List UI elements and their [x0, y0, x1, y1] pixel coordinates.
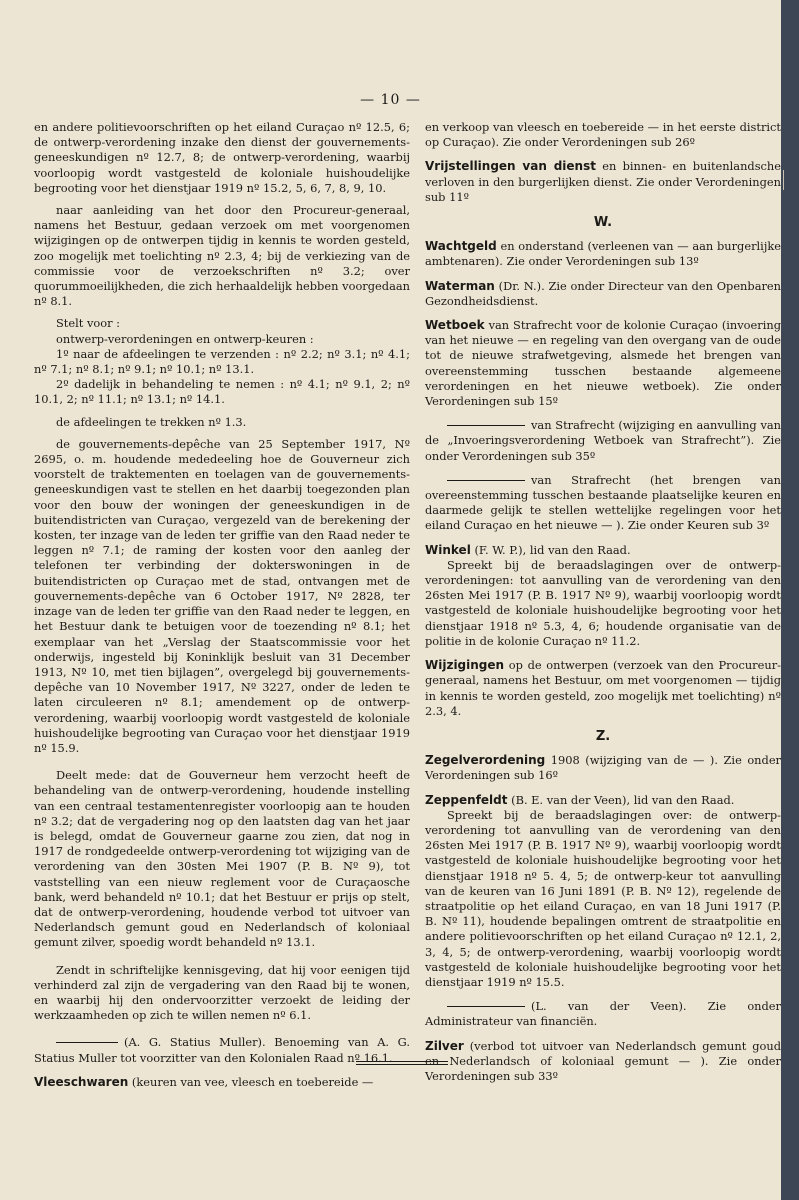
paragraph: Spreekt bij de beraadslagingen over de ontwerp-verordeningen: tot aanvulling van de verordening van den 26sten Mei 1917 (P. B. 1917 Nº 9), waarbij voorloopig wordt vastgesteld de koloniale huishoudelijke begrooting voor het dienstjaar 1918 nº 5.3, 4, 6; houdende organisatie van de politie in de kolonie Curaçao nº 11.2. [425, 557, 781, 648]
paragraph: 1º naar de afdeelingen te verzenden : nº 2.2; nº 3.1; nº 4.1; nº 7.1; nº 8.1; nº 9.1; nº 10.1; nº 13.1. [34, 346, 410, 377]
paragraph: naar aanleiding van het door den Procureur-generaal, namens het Bestuur, gedaan verzoek om met voorgenomen wijzigingen op de ontwerpen tijdig in kennis te worden gesteld, zoo mogelijk met toelichting nº 2.3, 4; bij de verkiezing van de commissie voor de verzoekschriften nº 3.2; over quorummoeilijkheden, die zich herhaaldelijk hebben voorgedaan nº 8.1. [34, 203, 410, 309]
index-keyword: Zegelverordening [425, 753, 546, 768]
entry: Wijzigingen op de ontwerpen (verzoek van den Procureur-generaal, namens het Bestuur, om met voorgenomen — tijdig in kennis te worden gesteld, zoo mogelijk met toelichting) nº 2.3, 4. [425, 658, 781, 718]
index-keyword: Waterman [425, 278, 495, 293]
entry: (L. van der Veen). Zie onder Administrateur van financiën. [425, 999, 781, 1029]
entry: Zeppenfeldt (B. E. van der Veen), lid van den Raad. [425, 792, 735, 807]
entry: van Strafrecht (wijziging en aanvulling van de „Invoeringsverordening Wetboek van Strafrecht”). Zie onder Verordeningen sub 35º [425, 418, 781, 463]
index-keyword: Wetboek [425, 318, 485, 333]
entry: van Strafrecht (het brengen van overeenstemming tusschen bestaande plaatselijke keuren en daarmede gelijk te stellen wettelijke regelingen voor het eiland Curaçao en het nieuwe — ). Zie onder Keuren sub 3º [425, 472, 781, 533]
paragraph: en andere politievoorschriften op het eiland Curaçao nº 12.5, 6; de ontwerp-verordening inzake den dienst der gouvernements-geneeskundigen nº 12.7, 8; de ontwerp-verordening, waarbij voorloopig wordt vastgesteld de koloniale huishoudelijke begrooting voor het dienstjaar 1919 nº 15.2, 5, 6, 7, 8, 9, 10. [34, 120, 410, 195]
paragraph: ontwerp-verordeningen en ontwerp-keuren : [56, 331, 314, 346]
paragraph: Stelt voor : [56, 316, 121, 331]
entry: Wachtgeld en onderstand (verleenen van — aan burgerlijke ambtenaren). Zie onder Verordeningen sub 13º [425, 239, 781, 269]
entry: Winkel (F. W. P.), lid van den Raad. [425, 542, 631, 557]
entry: Vrijstellingen van dienst en binnen- en buitenlandsche verloven in den burgerlijken dienst. Zie onder Verordeningen sub 11º [425, 159, 781, 204]
index-keyword: Zeppenfeldt [425, 792, 508, 807]
index-keyword: Vleeschwaren [34, 1074, 129, 1089]
paragraph: de afdeelingen te trekken nº 1.3. [56, 414, 247, 429]
paragraph: Deelt mede: dat de Gouverneur hem verzocht heeft de behandeling van de ontwerp-verordening, houdende instelling van een centraal testamentenregister voorloopig aan te houden nº 3.2; dat de vergadering nog op den laatsten dag van het jaar is belegd, omdat de Gouverneur gaarne zou zien, dat nog in 1917 de rondgedeelde ontwerp-verordening tot wijziging van de verordening van den 30sten Mei 1907 (P. B. Nº 9), tot vaststelling van een nieuw reglement voor de Curaçaosche bank, werd behandeld nº 10.1; dat het Bestuur er prijs op stelt, dat de ontwerp-verordening, houdende verbod tot uitvoer van Nederlandsch gemunt goud en Nederlandsch of koloniaal gemunt zilver, spoedig wordt behandeld nº 13.1. [34, 768, 410, 950]
ditto-dash [447, 480, 525, 481]
closing-rule [356, 1061, 448, 1065]
page-number: — 10 — [360, 92, 421, 108]
index-keyword: Zilver [425, 1038, 464, 1053]
paragraph: Zendt in schriftelijke kennisgeving, dat hij voor eenigen tijd verhinderd zal zijn de vergadering van den Raad bij te wonen, en waarbij hij den ondervoorzitter verzoekt de leiding der werkzaamheden op zich te willen nemen nº 6.1. [34, 962, 410, 1023]
section-letter: Z. [595, 728, 611, 744]
index-keyword: Winkel [425, 542, 471, 557]
ditto-dash [56, 1042, 118, 1043]
index-keyword: Wijzigingen [425, 658, 505, 673]
paragraph: en verkoop van vleesch en toebereide — in het eerste district op Curaçao). Zie onder Verordeningen sub 26º [425, 120, 781, 150]
ditto-dash [447, 425, 525, 426]
paragraph: Spreekt bij de beraadslagingen over: de ontwerp-verordening tot aanvulling van de verordening van den 26sten Mei 1917 (P. B. 1917 Nº 9), waarbij voorloopig wordt vastgesteld de koloniale huishoudelijke begrooting voor het dienstjaar 1918 nº 5. 4, 5; de ontwerp-keur tot aanvulling van de keuren van 16 Juni 1891 (P. B. Nº 12), regelende de straatpolitie op het eiland Curaçao, en van 18 Juni 1917 (P. B. Nº 11), houdende bepalingen omtrent de straatpolitie en andere politievoorschriften op het eiland Curaçao nº 12.1, 2, 3, 4, 5; de ontwerp-verordening, waarbij voorloopig wordt vastgesteld de koloniale huishoudelijke begrooting voor het dienstjaar 1919 nº 15.5. [425, 807, 781, 989]
section-letter: W. [593, 215, 613, 231]
ditto-dash [447, 1006, 525, 1007]
entry: Vleeschwaren (keuren van vee, vleesch en toebereide — [34, 1074, 374, 1089]
entry: Wetboek van Strafrecht voor de kolonie Curaçao (invoering van het nieuwe — en regeling van den overgang van de oude tot de nieuwe strafwetgeving, alsmede het brengen van overeenstemming tusschen bestaande algemeene verordeningen en het nieuwe wetboek). Zie onder Verordeningen sub 15º [425, 318, 781, 409]
entry: Zilver (verbod tot uitvoer van Nederlandsch gemunt goud en Nederlandsch of koloniaal gemunt — ). Zie onder Verordeningen sub 33º [425, 1038, 781, 1083]
scan-edge [781, 0, 799, 1200]
index-keyword: Vrijstellingen van dienst [425, 159, 596, 174]
left-column [34, 120, 410, 1090]
entry: Zegelverordening 1908 (wijziging van de — ). Zie onder Verordeningen sub 16º [425, 753, 781, 783]
right-column [425, 120, 781, 1084]
edge-mark [783, 170, 796, 190]
paragraph: 2º dadelijk in behandeling te nemen : nº 4.1; nº 9.1, 2; nº 10.1, 2; nº 11.1; nº 13.1; nº 14.1. [34, 377, 410, 407]
paragraph: de gouvernements-depêche van 25 September 1917, Nº 2695, o. m. houdende mededeeling hoe de Gouverneur zich voorstelt de traktementen en toelagen van de gouvernements-geneeskundigen vast te stellen en het daarbij toegezonden plan voor den bouw der woningen der geneeskundigen in de buitendistricten van Curaçao, vergezeld van de berekening der kosten, ter inzage van de leden ter griffie van den Raad neder te leggen nº 7.1; de raming der kosten voor den aanleg der telefonen ter verbinding der dokterswoningen in de buitendistricten op Curaçao met de stad, ontvangen met de gouvernements-depêche van 6 October 1917, Nº 2828, ter inzage van de leden ter griffie van den Raad neder te leggen, en het Bestuur dank te betuigen voor de toezending nº 8.1; het exemplaar van het „Verslag der Staatscommissie voor het onderwijs, ingesteld bij Koninklijk besluit van 31 December 1913, Nº 10, met tien bijlagen”, overgelegd bij gouvernements-depêche van 10 November 1917, Nº 3227, onder de leden te laten circuleeren nº 8.1; amendement op de ontwerp-verordening, waarbij voorloopig wordt vastgesteld de koloniale huishoudelijke begrooting van Curaçao voor het dienstjaar 1919 nº 15.9. [34, 436, 410, 755]
index-keyword: Wachtgeld [425, 239, 497, 254]
entry: Waterman (Dr. N.). Zie onder Directeur van den Openbaren Gezondheidsdienst. [425, 278, 782, 308]
entry: (A. G. Statius Muller). Benoeming van A. G. Statius Muller tot voorzitter van den Kolonialen Raad nº 16.1. [34, 1035, 410, 1065]
